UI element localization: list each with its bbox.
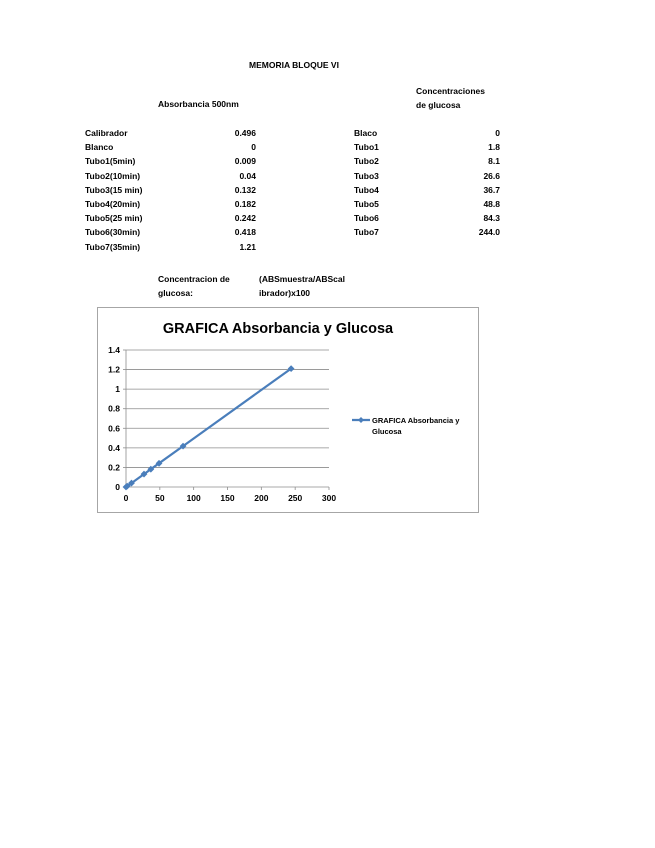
glucose-row-value: 244.0 <box>478 227 500 238</box>
x-tick-label: 0 <box>123 493 129 503</box>
formula-label-line1: Concentracion de <box>158 274 230 284</box>
glucose-row-value: 48.8 <box>483 199 500 209</box>
y-tick-label: 0 <box>115 482 120 492</box>
x-tick-label: 150 <box>220 493 235 503</box>
glucose-row-label: Tubo5 <box>354 199 379 209</box>
formula-expr-line1: (ABSmuestra/ABScal <box>259 274 345 284</box>
absorbance-header: Absorbancia 500nm <box>158 99 239 109</box>
page-title: MEMORIA BLOQUE VI <box>249 60 339 70</box>
absorbance-row-value: 0 <box>251 142 256 153</box>
glucose-row-label: Blaco <box>354 128 378 138</box>
glucose-row-label: Tubo3 <box>354 170 379 181</box>
absorbance-row-label: Tubo3(15 min) <box>85 184 143 195</box>
legend-label-line2: Glucosa <box>372 427 402 436</box>
legend-marker <box>358 417 364 423</box>
x-tick-label: 100 <box>186 493 201 503</box>
glucose-row-label: Tubo2 <box>354 156 379 167</box>
x-tick-label: 50 <box>155 493 165 503</box>
absorbance-row-label: Calibrador <box>85 128 128 138</box>
absorbance-row-label: Tubo5(25 min) <box>85 213 143 224</box>
glucose-row-label: Tubo4 <box>354 184 379 195</box>
absorbance-row-value: 0.04 <box>239 170 256 181</box>
y-tick-label: 1 <box>115 384 120 395</box>
absorbance-row-label: Blanco <box>85 142 114 153</box>
y-tick-label: 0.4 <box>108 442 120 453</box>
x-tick-label: 300 <box>321 493 337 503</box>
y-tick-label: 1.4 <box>108 345 120 355</box>
glucose-row-value: 1.8 <box>488 142 500 153</box>
absorbance-row-value: 0.182 <box>234 199 256 209</box>
y-tick-label: 1.2 <box>108 364 120 375</box>
legend-label-line1: GRAFICA Absorbancia y <box>372 416 460 425</box>
chart-svg <box>98 308 478 512</box>
absorbance-row-value: 0.009 <box>234 156 256 167</box>
x-tick-label: 250 <box>288 493 303 503</box>
y-tick-label: 0.6 <box>108 423 120 434</box>
glucose-row-label: Tubo1 <box>354 142 379 153</box>
absorbance-row-label: Tubo6(30min) <box>85 227 141 238</box>
glucose-row-label: Tubo6 <box>354 213 379 224</box>
absorbance-row-value: 0.242 <box>234 213 256 224</box>
absorbance-row-value: 0.496 <box>234 128 256 138</box>
glucose-row-value: 36.7 <box>483 184 500 195</box>
glucose-row-value: 84.3 <box>483 213 500 224</box>
absorbance-row-value: 1.21 <box>239 241 256 252</box>
glucose-row-value: 26.6 <box>483 170 500 181</box>
y-tick-label: 0.8 <box>108 403 120 414</box>
glucose-row-label: Tubo7 <box>354 227 379 238</box>
absorbance-row-label: Tubo2(10min) <box>85 170 141 181</box>
glucose-header-line2: de glucosa <box>416 100 461 110</box>
absorbance-row-value: 0.132 <box>234 184 256 195</box>
glucose-header-line1: Concentraciones <box>416 86 485 96</box>
y-tick-label: 0.2 <box>108 462 120 473</box>
x-tick-label: 200 <box>254 493 269 503</box>
absorbance-row-value: 0.418 <box>234 227 256 238</box>
absorbance-row-label: Tubo1(5min) <box>85 156 136 167</box>
glucose-row-value: 8.1 <box>488 156 500 167</box>
chart-container <box>97 307 479 513</box>
chart-title: GRAFICA Absorbancia y Glucosa <box>162 321 394 337</box>
absorbance-row-label: Tubo7(35min) <box>85 241 141 252</box>
absorbance-row-label: Tubo4(20min) <box>85 199 141 209</box>
glucose-row-value: 0 <box>495 128 500 138</box>
formula-expr-line2: ibrador)x100 <box>259 288 311 298</box>
formula-label-line2: glucosa: <box>158 288 193 298</box>
